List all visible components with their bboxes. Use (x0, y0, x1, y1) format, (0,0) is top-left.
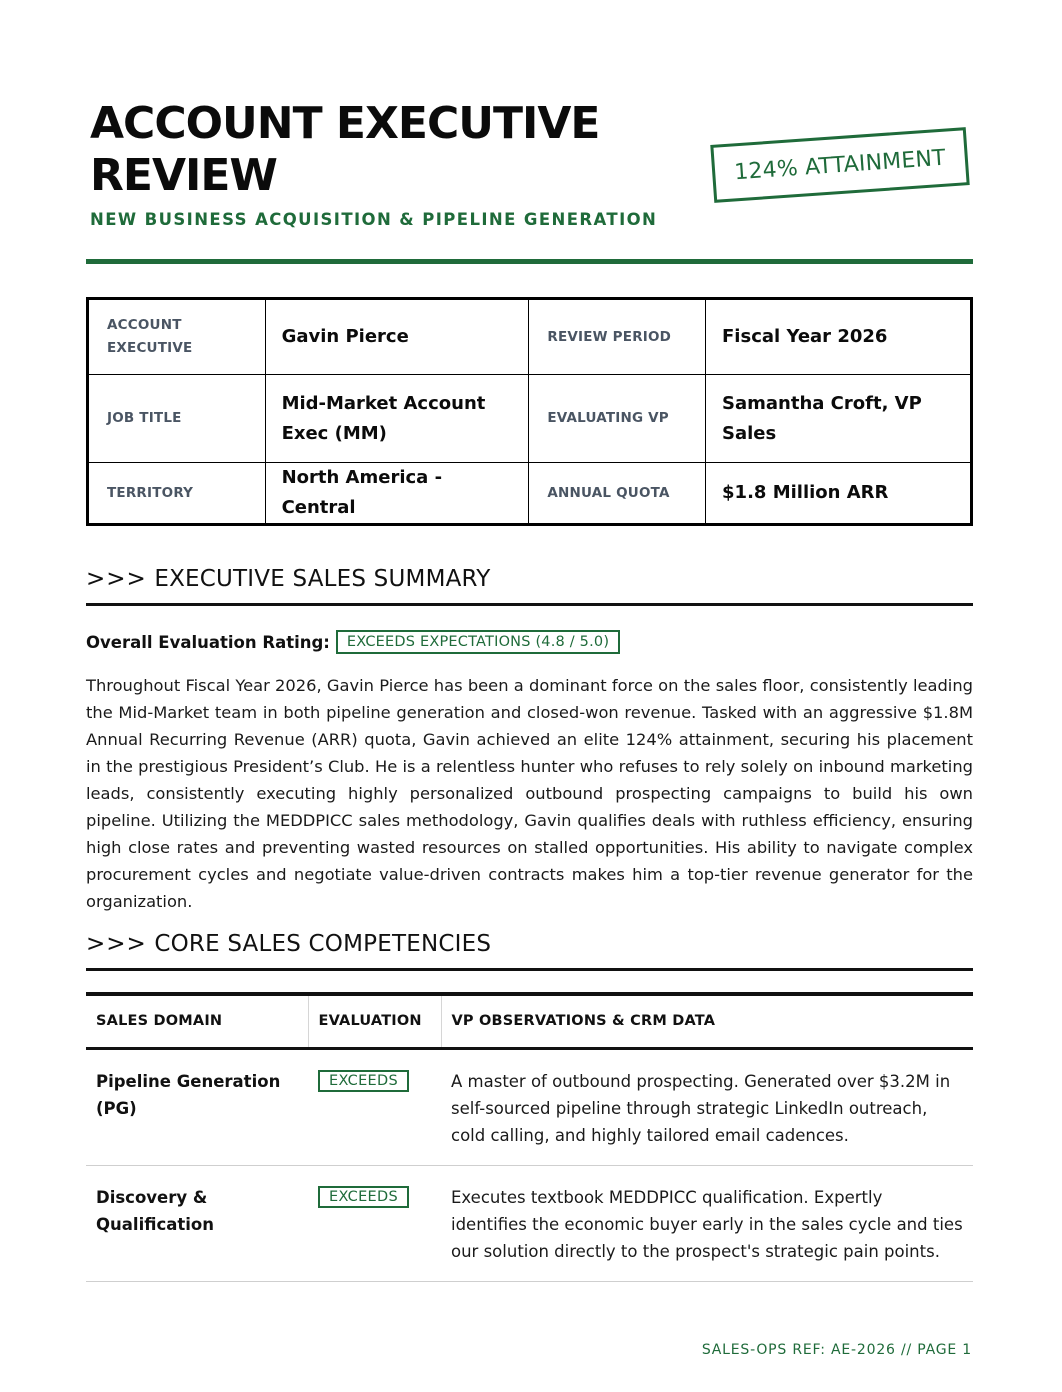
table-row (86, 1048, 973, 1165)
rating-label: Overall Evaluation Rating: (86, 632, 330, 652)
heading-text: CORE SALES COMPETENCIES (154, 931, 492, 957)
info-value: North America - Central (265, 463, 529, 525)
attainment-stamp: 124% ATTAINMENT (710, 127, 969, 203)
header-divider (86, 259, 973, 264)
vp-observation: A master of outbound prospecting. Generated over $3.2M in self-sourced pipeline through strategic LinkedIn outreach, cold calling, and highly tailored email cadences. (441, 1048, 973, 1165)
evaluation-badge: EXCEEDS (318, 1070, 409, 1092)
info-value: Fiscal Year 2026 (706, 299, 972, 375)
column-header: SALES DOMAIN (86, 994, 308, 1048)
column-header: VP OBSERVATIONS & CRM DATA (441, 994, 973, 1048)
info-value: Mid-Market Account Exec (MM) (265, 375, 529, 463)
evaluation-badge: EXCEEDS (318, 1186, 409, 1208)
column-header: EVALUATION (308, 994, 441, 1048)
evaluation-cell (308, 1048, 441, 1165)
info-value: Gavin Pierce (265, 299, 529, 375)
info-row (88, 463, 972, 525)
section-heading-summary (86, 566, 973, 606)
info-label: TERRITORY (88, 463, 266, 525)
info-value: $1.8 Million ARR (706, 463, 972, 525)
heading-prefix: >>> (86, 931, 147, 957)
overall-rating (86, 630, 620, 654)
summary-paragraph: Throughout Fiscal Year 2026, Gavin Pierce has been a dominant force on the sales floor, consistently leading the Mid-Market team in both pipeline generation and closed-won revenue. Tasked with an aggressive $1.8M Annual Recurring Revenue (ARR) quota, Gavin achieved an elite 124% attainment, securing his placement in the prestigious President’s Club. He is a relentless hunter who refuses to rely solely on inbound marketing leads, consistently executing highly personalized outbound prospecting campaigns to build his own pipeline. Utilizing the MEDDPICC sales methodology, Gavin qualifies deals with ruthless efficiency, ensuring high close rates and preventing wasted resources on stalled opportunities. His ability to navigate complex procurement cycles and negotiate value-driven contracts makes him a top-tier revenue generator for the organization. (86, 676, 973, 911)
info-label: ACCOUNT EXECUTIVE (88, 299, 266, 375)
page-footer: SALES-OPS REF: AE-2026 // PAGE 1 (701, 1342, 972, 1358)
table-row (86, 1165, 973, 1281)
rating-badge: EXCEEDS EXPECTATIONS (4.8 / 5.0) (336, 630, 620, 654)
vp-observation: Executes textbook MEDDPICC qualification. Expertly identifies the economic buyer early in the sales cycle and ties our solution directly to the prospect's strategic pain points. (441, 1165, 973, 1281)
table-header-row (86, 994, 973, 1048)
info-value: Samantha Croft, VP Sales (706, 375, 972, 463)
evaluation-cell (308, 1165, 441, 1281)
page-subtitle: NEW BUSINESS ACQUISITION & PIPELINE GENERATION (90, 210, 658, 229)
info-label: EVALUATING VP (529, 375, 706, 463)
heading-prefix: >>> (86, 566, 147, 592)
section-heading-competencies (86, 931, 973, 971)
info-label: ANNUAL QUOTA (529, 463, 706, 525)
heading-text: EXECUTIVE SALES SUMMARY (154, 566, 491, 592)
info-row (88, 375, 972, 463)
sales-domain: Pipeline Generation (PG) (86, 1048, 308, 1165)
page-title: ACCOUNT EXECUTIVE REVIEW (90, 98, 600, 201)
competencies-table (86, 992, 973, 1282)
review-info-table (86, 297, 973, 526)
info-row (88, 299, 972, 375)
info-label: REVIEW PERIOD (529, 299, 706, 375)
sales-domain: Discovery & Qualification (86, 1165, 308, 1281)
info-label: JOB TITLE (88, 375, 266, 463)
